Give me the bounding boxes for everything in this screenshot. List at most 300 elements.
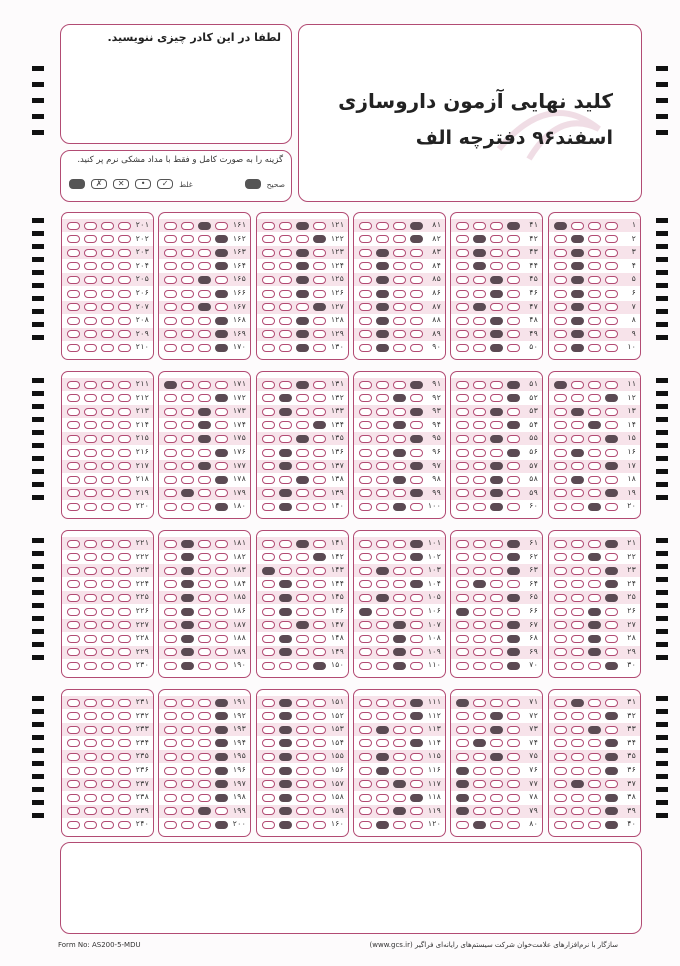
answer-bubble-1[interactable]	[313, 567, 326, 575]
answer-bubble-2[interactable]	[198, 739, 211, 747]
answer-bubble-3[interactable]	[279, 662, 292, 670]
answer-bubble-3[interactable]	[473, 594, 486, 602]
answer-bubble-3[interactable]	[84, 262, 97, 270]
answer-bubble-3[interactable]	[279, 621, 292, 629]
answer-bubble-1[interactable]	[605, 553, 618, 561]
answer-bubble-3[interactable]	[84, 276, 97, 284]
answer-bubble-4[interactable]	[262, 540, 275, 548]
answer-bubble-4[interactable]	[262, 594, 275, 602]
answer-bubble-1[interactable]	[118, 567, 131, 575]
answer-bubble-4[interactable]	[554, 489, 567, 497]
answer-bubble-1[interactable]	[215, 753, 228, 761]
answer-bubble-3[interactable]	[376, 408, 389, 416]
answer-bubble-1[interactable]	[215, 580, 228, 588]
answer-bubble-4[interactable]	[67, 330, 80, 338]
answer-bubble-3[interactable]	[279, 449, 292, 457]
answer-bubble-1[interactable]	[313, 476, 326, 484]
answer-bubble-2[interactable]	[296, 794, 309, 802]
answer-bubble-4[interactable]	[262, 435, 275, 443]
answer-bubble-2[interactable]	[101, 553, 114, 561]
answer-bubble-3[interactable]	[279, 608, 292, 616]
answer-bubble-4[interactable]	[456, 699, 469, 707]
answer-bubble-3[interactable]	[473, 699, 486, 707]
answer-bubble-2[interactable]	[198, 421, 211, 429]
answer-bubble-1[interactable]	[507, 344, 520, 352]
answer-bubble-1[interactable]	[215, 807, 228, 815]
answer-bubble-2[interactable]	[588, 739, 601, 747]
answer-bubble-4[interactable]	[67, 753, 80, 761]
answer-bubble-4[interactable]	[554, 794, 567, 802]
answer-bubble-3[interactable]	[376, 381, 389, 389]
answer-bubble-1[interactable]	[507, 807, 520, 815]
answer-bubble-4[interactable]	[262, 262, 275, 270]
answer-bubble-1[interactable]	[507, 476, 520, 484]
answer-bubble-1[interactable]	[313, 594, 326, 602]
answer-bubble-1[interactable]	[215, 489, 228, 497]
answer-bubble-2[interactable]	[393, 807, 406, 815]
answer-bubble-4[interactable]	[262, 621, 275, 629]
answer-bubble-2[interactable]	[101, 435, 114, 443]
answer-bubble-4[interactable]	[262, 794, 275, 802]
answer-bubble-1[interactable]	[410, 580, 423, 588]
answer-bubble-1[interactable]	[410, 540, 423, 548]
answer-bubble-1[interactable]	[215, 767, 228, 775]
answer-bubble-4[interactable]	[456, 476, 469, 484]
answer-bubble-4[interactable]	[456, 489, 469, 497]
answer-bubble-3[interactable]	[571, 767, 584, 775]
answer-bubble-1[interactable]	[410, 794, 423, 802]
answer-bubble-1[interactable]	[313, 394, 326, 402]
answer-bubble-1[interactable]	[313, 449, 326, 457]
answer-bubble-1[interactable]	[215, 476, 228, 484]
answer-bubble-1[interactable]	[410, 249, 423, 257]
answer-bubble-1[interactable]	[605, 794, 618, 802]
answer-bubble-3[interactable]	[571, 489, 584, 497]
answer-bubble-1[interactable]	[605, 235, 618, 243]
answer-bubble-2[interactable]	[490, 662, 503, 670]
answer-bubble-4[interactable]	[67, 408, 80, 416]
answer-bubble-3[interactable]	[84, 408, 97, 416]
answer-bubble-4[interactable]	[456, 635, 469, 643]
answer-bubble-2[interactable]	[198, 394, 211, 402]
answer-bubble-1[interactable]	[118, 235, 131, 243]
answer-bubble-4[interactable]	[67, 780, 80, 788]
answer-bubble-3[interactable]	[571, 276, 584, 284]
answer-bubble-3[interactable]	[84, 699, 97, 707]
answer-bubble-2[interactable]	[490, 408, 503, 416]
answer-bubble-3[interactable]	[181, 712, 194, 720]
answer-bubble-4[interactable]	[359, 249, 372, 257]
answer-bubble-2[interactable]	[490, 712, 503, 720]
answer-bubble-1[interactable]	[410, 503, 423, 511]
answer-bubble-1[interactable]	[118, 648, 131, 656]
answer-bubble-4[interactable]	[456, 290, 469, 298]
answer-bubble-2[interactable]	[296, 753, 309, 761]
answer-bubble-2[interactable]	[198, 540, 211, 548]
answer-bubble-1[interactable]	[605, 503, 618, 511]
answer-bubble-2[interactable]	[393, 435, 406, 443]
answer-bubble-4[interactable]	[359, 553, 372, 561]
answer-bubble-4[interactable]	[262, 712, 275, 720]
answer-bubble-1[interactable]	[507, 290, 520, 298]
answer-bubble-1[interactable]	[313, 621, 326, 629]
answer-bubble-1[interactable]	[410, 381, 423, 389]
answer-bubble-3[interactable]	[181, 594, 194, 602]
answer-bubble-3[interactable]	[279, 648, 292, 656]
answer-bubble-2[interactable]	[101, 381, 114, 389]
answer-bubble-1[interactable]	[410, 489, 423, 497]
answer-bubble-4[interactable]	[554, 435, 567, 443]
answer-bubble-4[interactable]	[554, 408, 567, 416]
answer-bubble-4[interactable]	[554, 567, 567, 575]
answer-bubble-2[interactable]	[198, 262, 211, 270]
answer-bubble-2[interactable]	[588, 807, 601, 815]
answer-bubble-4[interactable]	[67, 821, 80, 829]
answer-bubble-3[interactable]	[571, 726, 584, 734]
answer-bubble-4[interactable]	[456, 394, 469, 402]
answer-bubble-1[interactable]	[215, 421, 228, 429]
answer-bubble-1[interactable]	[410, 276, 423, 284]
answer-bubble-3[interactable]	[279, 739, 292, 747]
answer-bubble-2[interactable]	[393, 739, 406, 747]
answer-bubble-1[interactable]	[507, 794, 520, 802]
answer-bubble-2[interactable]	[490, 381, 503, 389]
answer-bubble-2[interactable]	[588, 381, 601, 389]
answer-bubble-3[interactable]	[181, 726, 194, 734]
answer-bubble-3[interactable]	[279, 712, 292, 720]
answer-bubble-3[interactable]	[376, 608, 389, 616]
answer-bubble-2[interactable]	[101, 344, 114, 352]
answer-bubble-3[interactable]	[571, 462, 584, 470]
answer-bubble-2[interactable]	[393, 381, 406, 389]
answer-bubble-2[interactable]	[296, 344, 309, 352]
answer-bubble-4[interactable]	[164, 594, 177, 602]
answer-bubble-4[interactable]	[164, 540, 177, 548]
answer-bubble-1[interactable]	[605, 780, 618, 788]
answer-bubble-2[interactable]	[296, 449, 309, 457]
answer-bubble-1[interactable]	[410, 408, 423, 416]
answer-bubble-2[interactable]	[296, 780, 309, 788]
answer-bubble-3[interactable]	[84, 489, 97, 497]
answer-bubble-1[interactable]	[410, 635, 423, 643]
answer-bubble-2[interactable]	[588, 767, 601, 775]
answer-bubble-3[interactable]	[376, 303, 389, 311]
answer-bubble-2[interactable]	[490, 303, 503, 311]
answer-bubble-4[interactable]	[359, 344, 372, 352]
answer-bubble-4[interactable]	[67, 290, 80, 298]
answer-bubble-4[interactable]	[67, 608, 80, 616]
answer-bubble-3[interactable]	[473, 540, 486, 548]
answer-bubble-4[interactable]	[554, 553, 567, 561]
answer-bubble-2[interactable]	[588, 712, 601, 720]
answer-bubble-3[interactable]	[279, 276, 292, 284]
answer-bubble-3[interactable]	[473, 580, 486, 588]
answer-bubble-3[interactable]	[376, 235, 389, 243]
answer-bubble-3[interactable]	[473, 726, 486, 734]
answer-bubble-3[interactable]	[84, 648, 97, 656]
answer-bubble-2[interactable]	[198, 435, 211, 443]
answer-bubble-4[interactable]	[359, 421, 372, 429]
answer-bubble-4[interactable]	[67, 503, 80, 511]
answer-bubble-1[interactable]	[507, 594, 520, 602]
answer-bubble-1[interactable]	[605, 662, 618, 670]
answer-bubble-2[interactable]	[588, 553, 601, 561]
answer-bubble-2[interactable]	[393, 767, 406, 775]
answer-bubble-1[interactable]	[313, 435, 326, 443]
answer-bubble-2[interactable]	[490, 421, 503, 429]
answer-bubble-1[interactable]	[605, 807, 618, 815]
answer-bubble-3[interactable]	[376, 794, 389, 802]
answer-bubble-3[interactable]	[279, 489, 292, 497]
answer-bubble-4[interactable]	[554, 635, 567, 643]
answer-bubble-3[interactable]	[279, 794, 292, 802]
answer-bubble-4[interactable]	[67, 476, 80, 484]
answer-bubble-2[interactable]	[393, 780, 406, 788]
answer-bubble-3[interactable]	[571, 421, 584, 429]
answer-bubble-4[interactable]	[67, 449, 80, 457]
answer-bubble-2[interactable]	[198, 594, 211, 602]
answer-bubble-4[interactable]	[359, 303, 372, 311]
answer-bubble-2[interactable]	[393, 449, 406, 457]
answer-bubble-3[interactable]	[181, 648, 194, 656]
answer-bubble-3[interactable]	[181, 330, 194, 338]
answer-bubble-4[interactable]	[164, 344, 177, 352]
answer-bubble-3[interactable]	[279, 821, 292, 829]
answer-bubble-4[interactable]	[554, 503, 567, 511]
answer-bubble-2[interactable]	[490, 317, 503, 325]
answer-bubble-1[interactable]	[118, 249, 131, 257]
answer-bubble-1[interactable]	[215, 503, 228, 511]
answer-bubble-1[interactable]	[410, 648, 423, 656]
answer-bubble-4[interactable]	[262, 462, 275, 470]
answer-bubble-1[interactable]	[605, 344, 618, 352]
answer-bubble-2[interactable]	[198, 567, 211, 575]
answer-bubble-4[interactable]	[456, 381, 469, 389]
answer-bubble-2[interactable]	[588, 580, 601, 588]
answer-bubble-2[interactable]	[393, 476, 406, 484]
answer-bubble-2[interactable]	[490, 222, 503, 230]
answer-bubble-2[interactable]	[296, 421, 309, 429]
answer-bubble-4[interactable]	[164, 621, 177, 629]
answer-bubble-3[interactable]	[473, 489, 486, 497]
answer-bubble-2[interactable]	[101, 621, 114, 629]
answer-bubble-3[interactable]	[181, 662, 194, 670]
answer-bubble-1[interactable]	[215, 648, 228, 656]
answer-bubble-1[interactable]	[118, 794, 131, 802]
answer-bubble-1[interactable]	[605, 712, 618, 720]
answer-bubble-1[interactable]	[215, 249, 228, 257]
answer-bubble-3[interactable]	[571, 580, 584, 588]
answer-bubble-4[interactable]	[554, 540, 567, 548]
answer-bubble-4[interactable]	[262, 476, 275, 484]
answer-bubble-1[interactable]	[313, 635, 326, 643]
answer-bubble-4[interactable]	[359, 739, 372, 747]
answer-bubble-3[interactable]	[181, 567, 194, 575]
answer-bubble-4[interactable]	[262, 408, 275, 416]
answer-bubble-2[interactable]	[101, 421, 114, 429]
answer-bubble-4[interactable]	[262, 249, 275, 257]
answer-bubble-1[interactable]	[507, 262, 520, 270]
answer-bubble-2[interactable]	[490, 580, 503, 588]
answer-bubble-3[interactable]	[473, 807, 486, 815]
answer-bubble-2[interactable]	[101, 635, 114, 643]
answer-bubble-4[interactable]	[554, 476, 567, 484]
answer-bubble-3[interactable]	[84, 449, 97, 457]
answer-bubble-1[interactable]	[313, 753, 326, 761]
answer-bubble-3[interactable]	[181, 608, 194, 616]
answer-bubble-1[interactable]	[410, 421, 423, 429]
answer-bubble-3[interactable]	[279, 635, 292, 643]
answer-bubble-3[interactable]	[571, 739, 584, 747]
answer-bubble-3[interactable]	[376, 435, 389, 443]
answer-bubble-1[interactable]	[507, 222, 520, 230]
answer-bubble-3[interactable]	[376, 344, 389, 352]
answer-bubble-3[interactable]	[473, 235, 486, 243]
answer-bubble-2[interactable]	[296, 290, 309, 298]
answer-bubble-4[interactable]	[262, 807, 275, 815]
answer-bubble-1[interactable]	[605, 449, 618, 457]
answer-bubble-2[interactable]	[101, 780, 114, 788]
answer-bubble-1[interactable]	[215, 330, 228, 338]
answer-bubble-1[interactable]	[118, 767, 131, 775]
answer-bubble-1[interactable]	[118, 739, 131, 747]
answer-bubble-2[interactable]	[296, 621, 309, 629]
answer-bubble-3[interactable]	[376, 330, 389, 338]
answer-bubble-3[interactable]	[181, 276, 194, 284]
answer-bubble-2[interactable]	[198, 462, 211, 470]
answer-bubble-2[interactable]	[588, 540, 601, 548]
answer-bubble-1[interactable]	[605, 317, 618, 325]
answer-bubble-2[interactable]	[101, 235, 114, 243]
answer-bubble-2[interactable]	[198, 449, 211, 457]
answer-bubble-1[interactable]	[118, 435, 131, 443]
answer-bubble-4[interactable]	[359, 635, 372, 643]
answer-bubble-3[interactable]	[181, 249, 194, 257]
answer-bubble-3[interactable]	[473, 262, 486, 270]
answer-bubble-2[interactable]	[296, 249, 309, 257]
answer-bubble-3[interactable]	[181, 449, 194, 457]
answer-bubble-3[interactable]	[571, 235, 584, 243]
answer-bubble-4[interactable]	[359, 580, 372, 588]
answer-bubble-3[interactable]	[473, 222, 486, 230]
answer-bubble-4[interactable]	[164, 330, 177, 338]
answer-bubble-4[interactable]	[262, 726, 275, 734]
answer-bubble-4[interactable]	[262, 608, 275, 616]
answer-bubble-1[interactable]	[313, 780, 326, 788]
answer-bubble-2[interactable]	[393, 262, 406, 270]
answer-bubble-1[interactable]	[410, 462, 423, 470]
answer-bubble-3[interactable]	[181, 394, 194, 402]
answer-bubble-3[interactable]	[84, 540, 97, 548]
answer-bubble-4[interactable]	[554, 739, 567, 747]
answer-bubble-3[interactable]	[376, 635, 389, 643]
answer-bubble-4[interactable]	[262, 394, 275, 402]
answer-bubble-3[interactable]	[473, 794, 486, 802]
answer-bubble-1[interactable]	[410, 621, 423, 629]
answer-bubble-3[interactable]	[84, 712, 97, 720]
answer-bubble-2[interactable]	[490, 489, 503, 497]
answer-bubble-4[interactable]	[164, 608, 177, 616]
answer-bubble-3[interactable]	[181, 794, 194, 802]
answer-bubble-2[interactable]	[393, 821, 406, 829]
answer-bubble-2[interactable]	[198, 807, 211, 815]
answer-bubble-3[interactable]	[473, 381, 486, 389]
answer-bubble-3[interactable]	[376, 580, 389, 588]
answer-bubble-2[interactable]	[393, 222, 406, 230]
answer-bubble-1[interactable]	[605, 421, 618, 429]
answer-bubble-2[interactable]	[101, 408, 114, 416]
answer-bubble-4[interactable]	[67, 303, 80, 311]
answer-bubble-2[interactable]	[198, 662, 211, 670]
answer-bubble-3[interactable]	[571, 249, 584, 257]
answer-bubble-4[interactable]	[359, 767, 372, 775]
answer-bubble-3[interactable]	[279, 503, 292, 511]
answer-bubble-2[interactable]	[393, 553, 406, 561]
answer-bubble-2[interactable]	[296, 540, 309, 548]
answer-bubble-1[interactable]	[215, 726, 228, 734]
answer-bubble-4[interactable]	[67, 489, 80, 497]
answer-bubble-1[interactable]	[507, 303, 520, 311]
answer-bubble-1[interactable]	[118, 594, 131, 602]
answer-bubble-4[interactable]	[67, 394, 80, 402]
answer-bubble-4[interactable]	[67, 567, 80, 575]
answer-bubble-1[interactable]	[118, 608, 131, 616]
answer-bubble-3[interactable]	[376, 462, 389, 470]
answer-bubble-3[interactable]	[473, 394, 486, 402]
answer-bubble-1[interactable]	[215, 290, 228, 298]
answer-bubble-4[interactable]	[554, 821, 567, 829]
answer-bubble-4[interactable]	[359, 821, 372, 829]
answer-bubble-1[interactable]	[605, 303, 618, 311]
answer-bubble-4[interactable]	[554, 344, 567, 352]
answer-bubble-3[interactable]	[279, 421, 292, 429]
answer-bubble-2[interactable]	[393, 540, 406, 548]
answer-bubble-1[interactable]	[313, 648, 326, 656]
answer-bubble-1[interactable]	[410, 290, 423, 298]
answer-bubble-4[interactable]	[456, 580, 469, 588]
answer-bubble-3[interactable]	[181, 290, 194, 298]
answer-bubble-2[interactable]	[588, 476, 601, 484]
answer-bubble-4[interactable]	[164, 567, 177, 575]
answer-bubble-3[interactable]	[571, 381, 584, 389]
answer-bubble-2[interactable]	[393, 303, 406, 311]
answer-bubble-4[interactable]	[67, 317, 80, 325]
answer-bubble-1[interactable]	[507, 540, 520, 548]
answer-bubble-2[interactable]	[101, 662, 114, 670]
answer-bubble-3[interactable]	[376, 540, 389, 548]
answer-bubble-1[interactable]	[118, 621, 131, 629]
answer-bubble-1[interactable]	[313, 408, 326, 416]
answer-bubble-1[interactable]	[507, 648, 520, 656]
answer-bubble-2[interactable]	[296, 489, 309, 497]
answer-bubble-3[interactable]	[376, 262, 389, 270]
answer-bubble-2[interactable]	[588, 567, 601, 575]
answer-bubble-4[interactable]	[456, 317, 469, 325]
answer-bubble-4[interactable]	[359, 794, 372, 802]
answer-bubble-3[interactable]	[84, 739, 97, 747]
answer-bubble-4[interactable]	[456, 449, 469, 457]
answer-bubble-2[interactable]	[296, 317, 309, 325]
answer-bubble-4[interactable]	[164, 462, 177, 470]
answer-bubble-2[interactable]	[101, 489, 114, 497]
answer-bubble-4[interactable]	[456, 553, 469, 561]
answer-bubble-4[interactable]	[67, 276, 80, 284]
answer-bubble-3[interactable]	[473, 344, 486, 352]
answer-bubble-1[interactable]	[215, 381, 228, 389]
answer-bubble-1[interactable]	[313, 276, 326, 284]
answer-bubble-3[interactable]	[473, 462, 486, 470]
answer-bubble-3[interactable]	[571, 540, 584, 548]
